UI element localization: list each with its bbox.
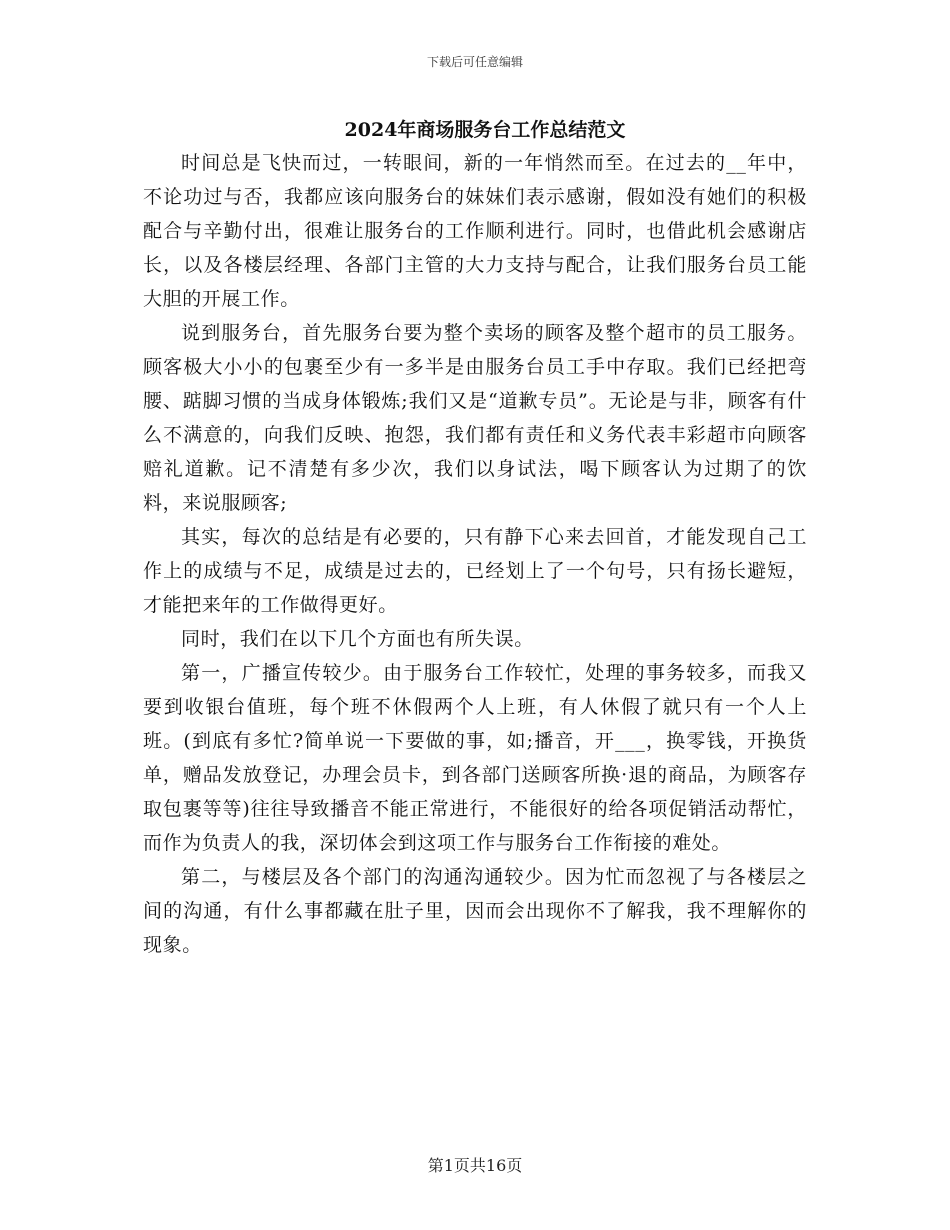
paragraph: 第一，广播宣传较少。由于服务台工作较忙，处理的事务较多，而我又要到收银台值班，每个班不休假两个人上班，有人休假了就只有一个人上班。(到底有多忙?简单说一下要做的事，如;播音，开___，换零钱，开换货单，赠品发放登记，办理会员卡，到各部门送顾客所换·退的商品，为顾客存取包裹等等)往往导致播音不能正常进行，不能很好的给各项促销活动帮忙，而作为负责人的我，深切体会到这项工作与服务台工作衔接的难处。 [143,662,807,854]
document-body [143,146,807,962]
paragraph: 同时，我们在以下几个方面也有所失误。 [181,628,534,650]
paragraph: 说到服务台，首先服务台要为整个卖场的顾客及整个超市的员工服务。顾客极大小小的包裹至少有一多半是由服务台员工手中存取。我们已经把弯腰、踮脚习惯的当成身体锻炼;我们又是“道歉专员”。无论是与非，顾客有什么不满意的，向我们反映、抱怨，我们都有责任和义务代表丰彩超市向顾客赔礼道歉。记不清楚有多少次，我们以身试法，喝下顾客认为过期了的饮料，来说服顾客; [143,322,807,514]
document-title: 2024年商场服务台工作总结范文 [344,119,626,141]
paragraph: 第二，与楼层及各个部门的沟通沟通较少。因为忙而忽视了与各楼层之间的沟通，有什么事都藏在肚子里，因而会出现你不了解我，我不理解你的现象。 [143,866,807,956]
header-note: 下载后可任意编辑 [426,55,523,69]
page-number: 第1页共16页 [427,1156,523,1175]
paragraph: 时间总是飞快而过，一转眼间，新的一年悄然而至。在过去的__年中，不论功过与否，我都应该向服务台的妹妹们表示感谢，假如没有她们的积极配合与辛勤付出，很难让服务台的工作顺利进行。同时，也借此机会感谢店长，以及各楼层经理、各部门主管的大力支持与配合，让我们服务台员工能大胆的开展工作。 [143,152,807,310]
paragraph: 其实，每次的总结是有必要的，只有静下心来去回首，才能发现自己工作上的成绩与不足，成绩是过去的，已经划上了一个句号，只有扬长避短，才能把来年的工作做得更好。 [143,526,807,616]
